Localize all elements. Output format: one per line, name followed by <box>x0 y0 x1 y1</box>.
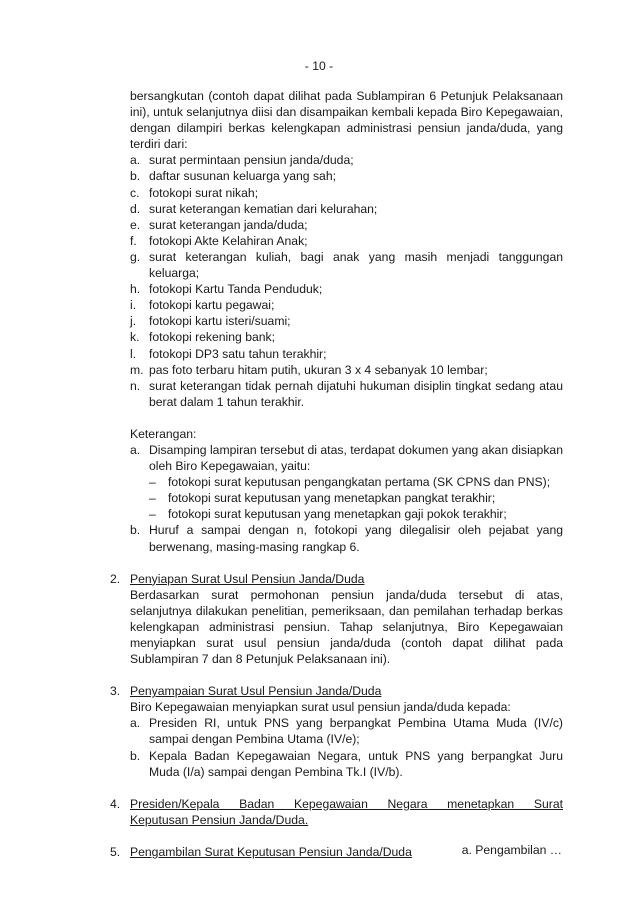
section-title: Penyiapan Surat Usul Pensiun Janda/Duda <box>130 571 365 586</box>
item-text: fotokopi kartu isteri/suami; <box>149 314 291 329</box>
item-label: b. <box>130 523 141 538</box>
dash-bullet: – <box>149 507 156 522</box>
section-title-line1: Presiden/Kepala Badan Kepegawaian Negara menetapkan Surat <box>130 796 563 811</box>
subitem-text: fotokopi surat keputusan yang menetapkan pangkat terakhir; <box>168 491 496 506</box>
item-label: b. <box>130 169 141 184</box>
requirement-item <box>130 233 563 249</box>
item-text: surat permintaan pensiun janda/duda; <box>149 153 354 168</box>
keterangan-item-a <box>130 442 563 522</box>
item-label: n. <box>130 378 141 393</box>
item-text: fotokopi rekening bank; <box>149 330 276 345</box>
requirement-item <box>130 313 563 329</box>
requirement-item <box>130 362 563 378</box>
item-label: f. <box>130 233 137 248</box>
intro-text: bersangkutan (contoh dapat dilihat pada Sublampiran 6 Petunjuk Pelaksanaan ini), untuk selanjutnya diisi dan disampaikan kembali kepada Biro Kepegawaian, dengan dilampiri berkas kelengkapan administrasi pensiun janda/duda, yang terdiri dari: <box>130 89 563 152</box>
page-footer-catchword: a. Pengambilan … <box>461 843 562 857</box>
requirement-item <box>130 201 563 217</box>
section-body: Biro Kepegawaian menyiapkan surat usul pensiun janda/duda kepada: <box>130 700 511 715</box>
item-label: h. <box>130 282 141 297</box>
section-title: Pengambilan Surat Keputusan Pensiun Janda/Duda <box>130 844 412 859</box>
item-label: c. <box>130 185 140 200</box>
item-label: i. <box>130 298 137 313</box>
document-subitem <box>149 474 563 490</box>
item-label: j. <box>130 314 137 329</box>
item-text: Presiden RI, untuk PNS yang berpangkat Pembina Utama Muda (IV/c) sampai dengan Pembina Utama (IV/e); <box>149 716 563 747</box>
dash-bullet: – <box>149 491 156 506</box>
section-body: Berdasarkan surat permohonan pensiun janda/duda tersebut di atas, selanjutnya dilakukan penelitian, pemeriksaan, dan pemilahan terhadap berkas kelengkapan administrasi pensiun. Tahap selanjutnya, Biro Kepegawaian menyiapkan surat usul pensiun janda/duda (contoh dapat dilihat pada Sublampiran 7 dan 8 Petunjuk Pelaksanaan ini). <box>130 587 563 667</box>
item-label: a. <box>130 716 141 731</box>
document-body <box>110 88 563 860</box>
section-number: 3. <box>110 684 121 699</box>
item-label: a. <box>130 442 141 457</box>
item-text: fotokopi surat nikah; <box>149 185 259 200</box>
intro-paragraph <box>130 88 563 410</box>
item-text: surat keterangan janda/duda; <box>149 217 308 232</box>
item-label: a. <box>130 153 141 168</box>
dash-bullet: – <box>149 475 156 490</box>
item-label: l. <box>130 346 137 361</box>
section-number: 2. <box>110 571 121 586</box>
keterangan-title: Keterangan: <box>130 426 197 441</box>
requirement-item <box>130 281 563 297</box>
item-label: g. <box>130 249 141 264</box>
item-label: e. <box>130 217 141 232</box>
item-text: daftar susunan keluarga yang sah; <box>149 169 337 184</box>
section-number: 4. <box>110 796 121 811</box>
item-text: fotokopi kartu pegawai; <box>149 298 275 313</box>
requirement-item <box>130 249 563 281</box>
item-label: m. <box>130 362 144 377</box>
requirement-item <box>130 185 563 201</box>
document-subitem <box>149 490 563 506</box>
requirement-item <box>130 168 563 184</box>
page-number: - 10 - <box>304 59 334 73</box>
item-label: k. <box>130 330 140 345</box>
requirement-item <box>130 297 563 313</box>
item-text: surat keterangan tidak pernah dijatuhi hukuman disiplin tingkat sedang atau berat dalam 1 tahun terakhir. <box>149 378 563 409</box>
item-text: fotokopi Kartu Tanda Penduduk; <box>149 282 323 297</box>
item-text: surat keterangan kematian dari kelurahan; <box>149 201 378 216</box>
section-number: 5. <box>110 844 121 859</box>
requirement-item <box>130 329 563 345</box>
requirement-item <box>130 378 563 410</box>
item-text: fotokopi Akte Kelahiran Anak; <box>149 233 308 248</box>
keterangan-b-text: Huruf a sampai dengan n, fotokopi yang dilegalisir oleh pejabat yang berwenang, masing-masing rangkap 6. <box>149 523 563 554</box>
section-title: Penyampaian Surat Usul Pensiun Janda/Duda <box>130 684 382 699</box>
item-text: surat keterangan kuliah, bagi anak yang masih menjadi tanggungan keluarga; <box>149 249 563 281</box>
recipient-item <box>130 748 563 780</box>
document-sublist <box>149 474 563 522</box>
item-label: b. <box>130 748 141 763</box>
requirement-item <box>130 346 563 362</box>
subitem-text: fotokopi surat keputusan pengangkatan pertama (SK CPNS dan PNS); <box>168 475 551 490</box>
recipient-item <box>130 715 563 747</box>
subitem-text: fotokopi surat keputusan yang menetapkan gaji pokok terakhir; <box>168 507 507 522</box>
requirement-item <box>130 152 563 168</box>
document-subitem <box>149 506 563 522</box>
item-text: pas foto terbaru hitam putih, ukuran 3 x 4 sebanyak 10 lembar; <box>149 362 488 377</box>
item-text: fotokopi DP3 satu tahun terakhir; <box>149 346 327 361</box>
section-2 <box>110 571 563 668</box>
item-label: d. <box>130 201 141 216</box>
section-title-line2: Keputusan Pensiun Janda/Duda. <box>130 812 309 827</box>
section-4 <box>110 796 563 828</box>
keterangan-a-text: Disamping lampiran tersebut di atas, terdapat dokumen yang akan disiapkan oleh Biro Kepegawaian, yaitu: <box>149 442 563 474</box>
recipient-list <box>130 715 563 779</box>
requirement-item <box>130 217 563 233</box>
item-text: Kepala Badan Kepegawaian Negara, untuk PNS yang berpangkat Juru Muda (I/a) sampai dengan Pembina Tk.I (IV/b). <box>149 748 563 779</box>
requirements-list <box>130 152 563 410</box>
keterangan-block <box>130 426 563 555</box>
keterangan-item-b <box>130 522 563 554</box>
section-3 <box>110 683 563 780</box>
